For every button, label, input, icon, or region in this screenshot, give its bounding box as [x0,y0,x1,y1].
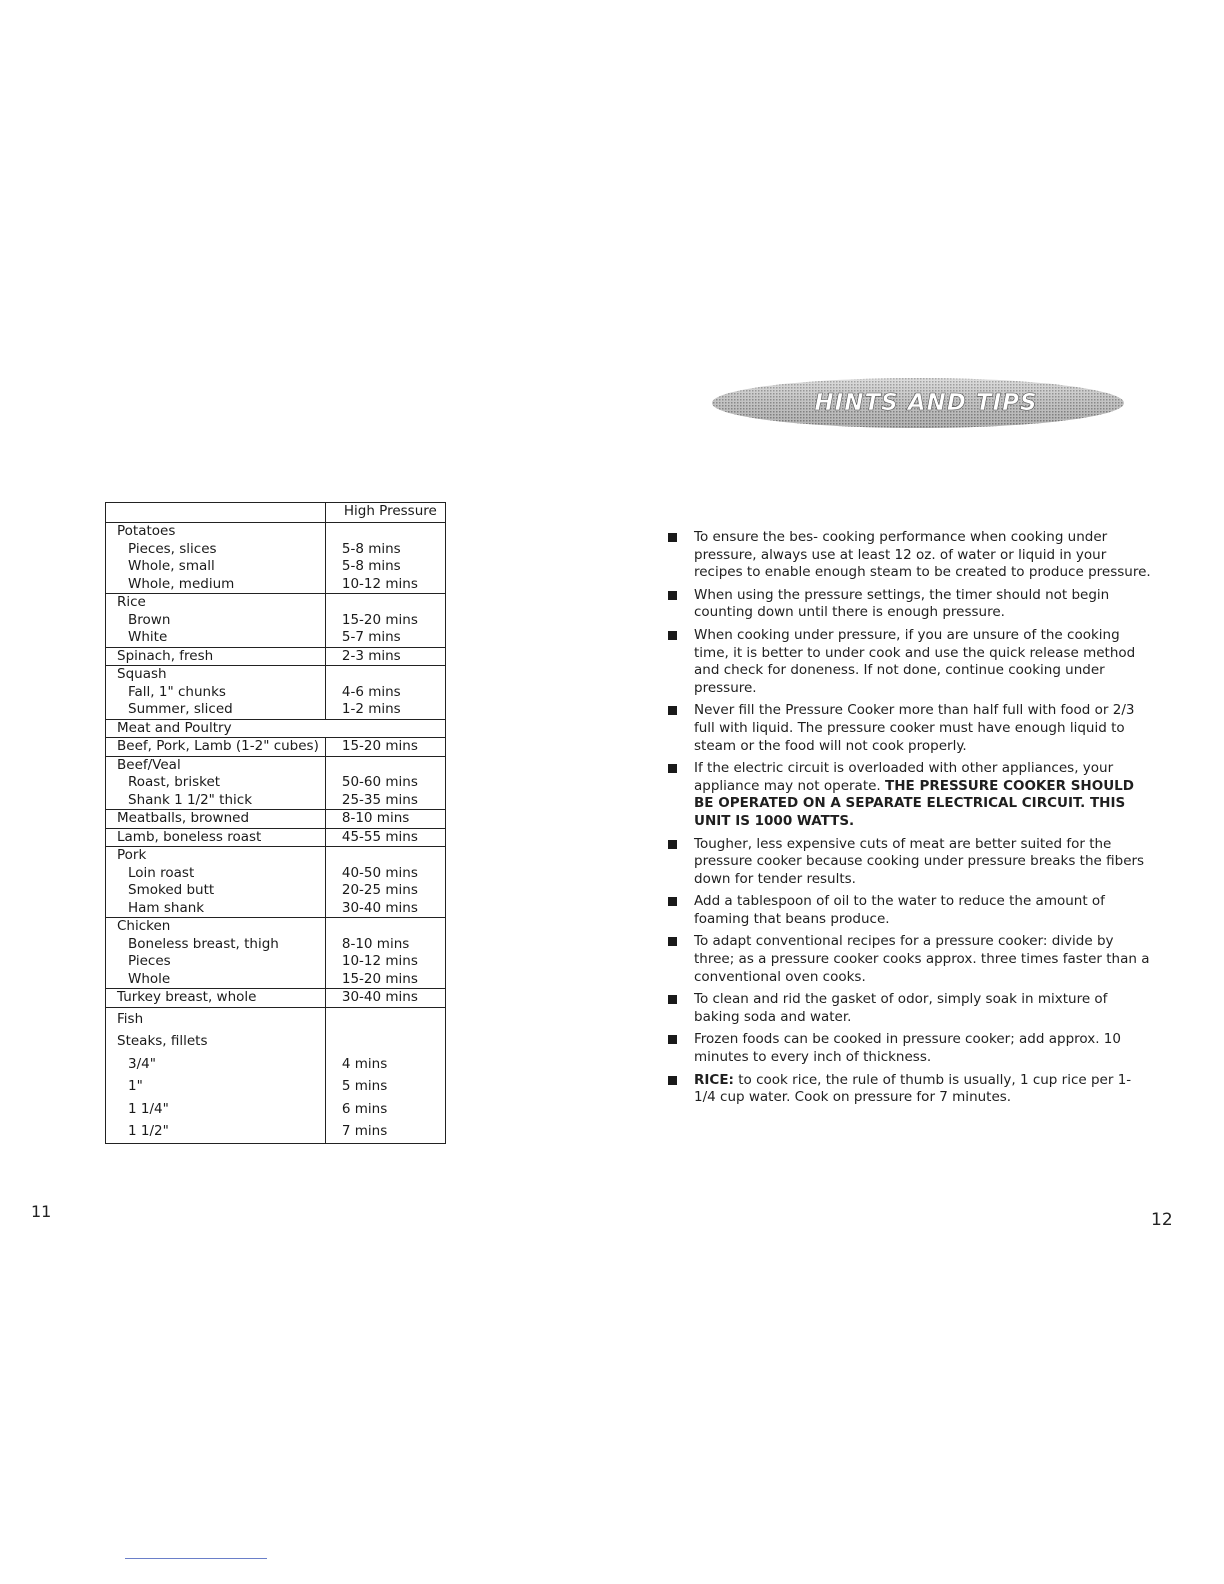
food-cell [106,847,326,918]
table-row-pork [106,847,446,918]
cook-time-blank [342,523,439,541]
cook-time: 10-12 mins [341,575,418,592]
food-cell [106,989,326,1008]
food-item: Chicken [117,918,171,934]
scan-artifact-line [125,1558,267,1559]
food-item: Squash [117,666,167,682]
food-cell [106,1007,326,1143]
table-row-meat-poultry [106,719,446,738]
header-pressure-cell: High Pressure [325,503,445,523]
table-row-lamb [106,828,446,847]
tip-text: When using the pressure settings, the timer should not begin counting down until there is enough pressure. [694,586,1110,621]
time-cell [325,918,445,989]
header-food-cell [106,503,326,523]
tip-item [668,836,1152,889]
tip-text: To clean and rid the gasket of odor, simply soak in mixture of baking soda and water. [694,991,1108,1025]
cook-time: 5-8 mins [341,540,401,557]
cook-time: 1-2 mins [341,701,401,717]
food-item: 1" [128,1078,143,1094]
tip-text: To adapt conventional recipes for a pressure cooker: divide by three; as a pressure cooker cooks approx. three times faster than a conventional oven cooks. [694,933,1150,985]
cook-time: 20-25 mins [341,882,418,898]
food-item: Shank 1 1/2" thick [128,791,253,808]
cook-time: 6 mins [341,1100,388,1117]
cook-time: 5-7 mins [341,629,401,645]
square-bullet-icon [668,897,677,906]
tip-text: Frozen foods can be cooked in pressure cooker; add approx. 10 minutes to every inch of thickness. [694,1031,1121,1066]
cook-time: 4-6 mins [341,683,401,700]
cook-time: 7 mins [341,1123,388,1139]
cooking-time-table-body [106,503,446,1144]
cook-time-blank [342,594,439,612]
square-bullet-icon [668,706,677,715]
time-cell [325,594,445,648]
tip-text: Tougher, less expensive cuts of meat are better suited for the pressure cooker because cooking under pressure breaks the fibers down for tender results. [694,835,1145,887]
square-bullet-icon [668,1035,677,1044]
cook-time-blank [342,666,439,684]
food-item: Pieces [128,953,171,969]
page-number-right: 12 [1151,1210,1173,1230]
food-item: Fish [117,1010,144,1027]
food-item: Pork [117,847,147,863]
table-row-potatoes [106,523,446,594]
food-item: Whole, medium [128,575,235,592]
food-item: Brown [128,611,171,628]
food-item: Summer, sliced [128,701,233,717]
food-item: Smoked butt [128,882,215,898]
food-cell [106,810,326,829]
cook-time-blank [342,918,439,936]
cooking-time-table [105,502,446,1144]
cook-time: 5-8 mins [341,558,401,574]
section-heading: Meat and Poultry [117,719,232,736]
square-bullet-icon [668,591,677,600]
cook-time: 4 mins [341,1055,388,1072]
food-item: Whole, small [128,558,215,574]
square-bullet-icon [668,995,677,1004]
food-cell [106,738,326,757]
food-item: Boneless breast, thigh [128,935,279,952]
time-cell [325,828,445,847]
food-cell [106,666,326,720]
cook-time: 8-10 mins [341,935,410,952]
food-item: Potatoes [117,523,176,539]
tip-item [668,991,1152,1026]
food-cell [106,828,326,847]
food-cell [106,523,326,594]
food-item: White [128,629,168,645]
table-row-meatballs [106,810,446,829]
tip-item [668,529,1152,582]
tip-text: To ensure the bes- cooking performance when cooking under pressure, always use at least 12 oz. of water or liquid in your recipes to enable enough steam to be created to produce pressure. [694,529,1151,581]
tip-item [668,627,1152,697]
tip-text: When cooking under pressure, if you are unsure of the cooking time, it is better to under cook and use the quick release method and check for doneness. If not done, continue cooking under pressure. [694,626,1136,696]
cook-time-blank [342,847,439,865]
cook-time: 2-3 mins [341,647,401,664]
time-cell [325,647,445,666]
food-item: 1 1/2" [128,1123,169,1139]
food-cell [106,756,326,810]
tip-item [668,1031,1152,1066]
square-bullet-icon [668,1076,677,1085]
tip-item [668,893,1152,928]
table-row-beef-veal [106,756,446,810]
cook-time: 10-12 mins [341,953,418,969]
table-header-row [106,503,446,523]
table-row-squash [106,666,446,720]
table-row-rice [106,594,446,648]
tip-item [668,1072,1152,1107]
cook-time: 15-20 mins [341,738,418,754]
cook-time: 30-40 mins [341,989,418,1005]
cook-time: 15-20 mins [341,611,418,628]
table-row-turkey [106,989,446,1008]
cook-time-blank [342,757,439,775]
time-cell [325,847,445,918]
food-item: Spinach, fresh [117,647,214,664]
food-item: Beef/Veal [117,756,181,773]
page-number-left: 11 [31,1202,52,1221]
cook-time: 15-20 mins [341,970,418,987]
time-cell [325,810,445,829]
food-item: Roast, brisket [128,774,221,790]
food-cell [106,647,326,666]
hints-list [668,529,1152,1112]
food-item: Lamb, boneless roast [117,828,262,845]
time-cell [325,666,445,720]
food-item: Meatballs, browned [117,810,250,826]
cook-time-blank [342,1008,439,1031]
tip-text: Add a tablespoon of oil to the water to reduce the amount of foaming that beans produce. [694,893,1105,927]
food-cell [106,918,326,989]
cook-time: 25-35 mins [341,791,418,808]
food-item: Loin roast [128,864,195,881]
table-row-beef-pork-lamb [106,738,446,757]
time-cell [325,989,445,1008]
food-item: Beef, Pork, Lamb (1-2" cubes) [117,738,319,754]
time-cell [325,756,445,810]
tip-emphasis-text: RICE: [694,1071,734,1088]
section-heading-cell [106,719,446,738]
food-item: Rice [117,594,146,610]
tip-text: to cook rice, the rule of thumb is usually, 1 cup rice per 1-1/4 cup water. Cook on pressure for 7 minutes. [694,1071,1132,1106]
food-item: Ham shank [128,899,205,916]
square-bullet-icon [668,840,677,849]
table-row-chicken [106,918,446,989]
time-cell [325,738,445,757]
food-item: Fall, 1" chunks [128,683,226,700]
food-cell [106,594,326,648]
tip-text: If the electric circuit is overloaded with other appliances, your appliance may not operate. [694,760,1114,794]
tip-item [668,587,1152,622]
tip-item [668,760,1152,830]
tip-emphasis-text: THE PRESSURE COOKER SHOULD BE OPERATED ON A SEPARATE ELECTRICAL CIRCUIT. THIS UNIT IS 1000 WATTS. [694,777,1134,829]
time-cell [325,1007,445,1143]
tip-item [668,933,1152,986]
cook-time: 8-10 mins [341,810,410,826]
table-row-spinach [106,647,446,666]
cook-time: 50-60 mins [341,774,418,790]
food-item: Whole [128,970,171,987]
food-item: Steaks, fillets [117,1033,208,1049]
time-cell [325,523,445,594]
table-row-fish [106,1007,446,1143]
banner-title: HINTS AND TIPS [814,390,1038,416]
square-bullet-icon [668,631,677,640]
cook-time: 40-50 mins [341,864,418,881]
cook-time: 45-55 mins [341,828,418,845]
square-bullet-icon [668,764,677,773]
cook-time: 30-40 mins [341,899,418,916]
tip-item [668,702,1152,755]
square-bullet-icon [668,937,677,946]
food-item: 1 1/4" [128,1100,169,1117]
square-bullet-icon [668,533,677,542]
tip-text: Never fill the Pressure Cooker more than half full with food or 2/3 full with liquid. The pressure cooker must have enough liquid to steam or the food will not cook properly. [694,702,1135,754]
cook-time-blank [342,1030,439,1053]
hints-and-tips-banner [710,375,1126,431]
cook-time: 5 mins [341,1078,388,1094]
food-item: 3/4" [128,1055,156,1072]
food-item: Turkey breast, whole [117,989,257,1005]
food-item: Pieces, slices [128,540,217,557]
